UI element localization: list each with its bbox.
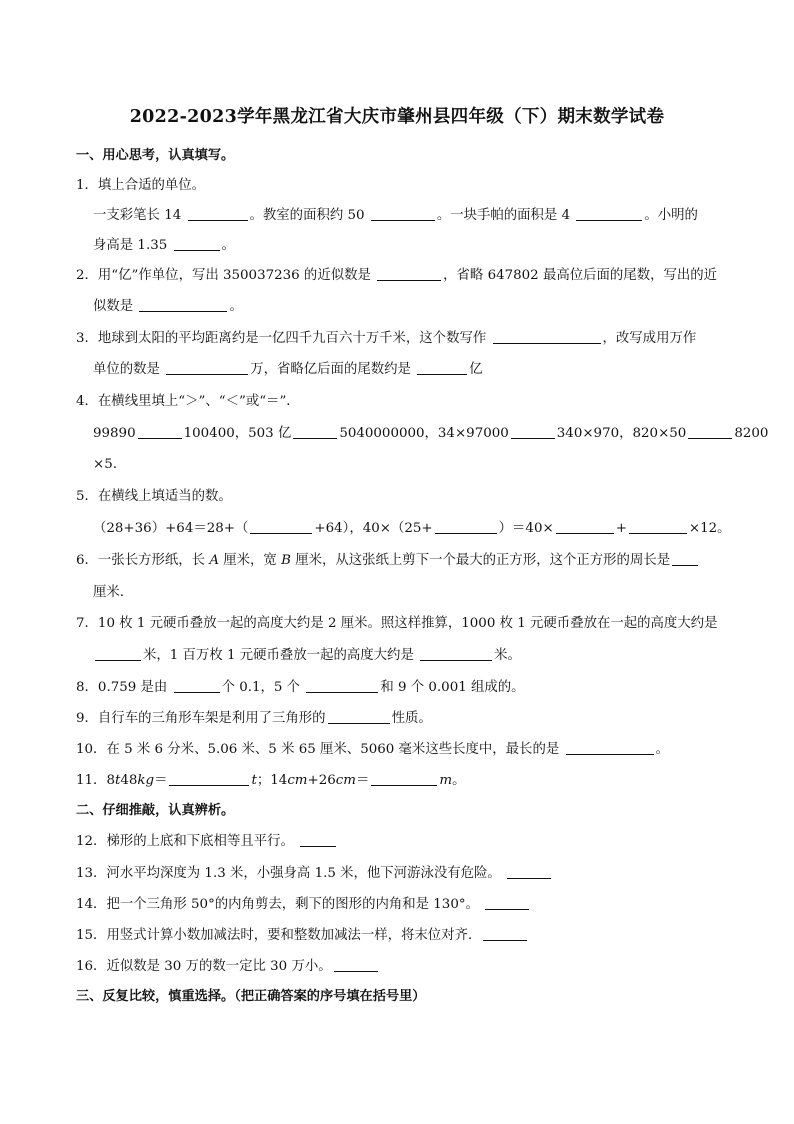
question-13	[76, 864, 553, 884]
question-text: 用竖式计算小数加减法时，要和整数加减法一样，将末位对齐．	[106, 928, 482, 943]
question-text: 米，1 百万枚 1 元硬币叠放一起的高度大约是	[143, 648, 414, 663]
question-text: 。	[452, 773, 466, 788]
question-12	[76, 832, 338, 852]
question-text: 10 枚 1 元硬币叠放一起的高度大约是 2 厘米。照这样推算，1000 枚 1 元硬币叠放在一起的高度大约是	[97, 616, 718, 631]
question-text: 一张长方形纸，长	[97, 553, 206, 568]
question-text: +64），40×（25+	[314, 521, 433, 536]
answer-blank[interactable]	[485, 895, 529, 910]
question-9	[76, 709, 432, 729]
question-text: 厘米，从这张纸上剪下一个最大的正方形，这个正方形的周长是	[295, 553, 671, 568]
question-text: 近似数是 30 万的数一定比 30 万小。	[106, 959, 332, 974]
question-7	[76, 614, 718, 634]
question-number: 11．	[76, 773, 107, 788]
answer-blank[interactable]	[250, 519, 312, 534]
question-text: ×12。	[688, 521, 731, 536]
unit: t	[251, 773, 257, 788]
answer-blank[interactable]	[377, 266, 441, 281]
question-text: 。小明的	[644, 208, 698, 223]
answer-blank[interactable]	[576, 206, 642, 221]
question-text: （28+36）+64＝28+（	[93, 521, 249, 536]
question-text: 。	[221, 238, 235, 253]
question-text: 亿	[469, 362, 483, 377]
question-text: ）＝40×	[498, 521, 554, 536]
question-number: 5．	[76, 489, 98, 504]
question-8	[76, 678, 525, 698]
answer-blank[interactable]	[95, 646, 141, 661]
question-1-line-1	[93, 206, 698, 226]
question-text: 地球到太阳的平均距离约是一亿四千九百六十万千米，这个数写作	[97, 331, 487, 346]
answer-blank[interactable]	[672, 551, 698, 566]
question-6-line-2: 厘米.	[93, 585, 125, 600]
answer-blank[interactable]	[174, 236, 220, 251]
answer-blank[interactable]	[511, 424, 555, 439]
question-2	[76, 266, 717, 286]
answer-blank[interactable]	[417, 360, 467, 375]
question-text: +26	[307, 773, 336, 788]
question-6	[76, 551, 700, 571]
question-11	[76, 771, 465, 791]
question-4-line-2: ×5.	[93, 457, 117, 472]
question-text: 用“亿”作单位，写出 350037236 的近似数是	[97, 268, 371, 283]
question-text: 河水平均深度为 1.3 米，小强身高 1.5 米，他下河游泳没有危险。	[106, 866, 501, 881]
question-text: 厘米，宽	[223, 553, 277, 568]
question-text: 5040000000，34×97000	[339, 426, 509, 441]
answer-blank[interactable]	[371, 771, 437, 786]
question-text: +	[615, 521, 627, 536]
answer-blank[interactable]	[507, 864, 551, 879]
answer-blank[interactable]	[556, 519, 614, 534]
question-text: 单位的数是	[93, 362, 160, 377]
variable: A	[209, 553, 219, 568]
question-text: ＝	[154, 773, 168, 788]
answer-blank[interactable]	[493, 329, 601, 344]
question-text: 在 5 米 6 分米、5.06 米、5 米 65 厘米、5060 毫米这些长度中，最长的是	[106, 742, 560, 757]
question-1-line-2	[93, 236, 235, 256]
answer-blank[interactable]	[138, 424, 182, 439]
question-number: 2．	[76, 268, 98, 283]
question-text: 340×970，820×50	[556, 426, 687, 441]
question-5	[76, 487, 232, 507]
question-text: 个 0.1，5 个	[221, 680, 301, 695]
answer-blank[interactable]	[688, 424, 732, 439]
question-14	[76, 895, 531, 915]
question-text: 米。	[494, 648, 521, 663]
question-text: 48	[120, 773, 138, 788]
answer-blank[interactable]	[629, 519, 687, 534]
question-text: ，改写成用万作	[602, 331, 697, 346]
unit: kg	[137, 773, 155, 788]
unit: cm	[287, 773, 308, 788]
question-text: ，省略 647802 最高位后面的尾数，写出的近	[443, 268, 718, 283]
question-text: 似数是	[93, 299, 134, 314]
answer-blank[interactable]	[328, 709, 390, 724]
answer-blank[interactable]	[483, 926, 527, 941]
question-text: 自行车的三角形车架是利用了三角形的	[97, 711, 326, 726]
question-number: 9．	[76, 711, 98, 726]
page-title: 2022-2023学年黑龙江省大庆市肇州县四年级（下）期末数学试卷	[129, 107, 665, 127]
question-text: 99890	[93, 426, 136, 441]
question-number: 10．	[76, 742, 107, 757]
question-text: 万，省略亿后面的尾数约是	[250, 362, 411, 377]
question-5-line-1	[93, 519, 731, 539]
question-number: 3．	[76, 331, 98, 346]
question-text: 。教室的面积约 50	[249, 208, 365, 223]
question-stem: 填上合适的单位。	[97, 178, 206, 193]
answer-blank[interactable]	[166, 360, 248, 375]
question-text: ；14	[256, 773, 288, 788]
question-number: 12．	[76, 834, 107, 849]
question-text: 和 9 个 0.001 组成的。	[380, 680, 525, 695]
question-number: 1．	[76, 178, 98, 193]
question-stem: 在横线上填适当的数。	[97, 489, 232, 504]
answer-blank[interactable]	[169, 771, 249, 786]
question-text: 把一个三角形 50°的内角剪去，剩下的图形的内角和是 130°。	[106, 897, 479, 912]
question-4	[76, 392, 300, 412]
question-4-line-1	[93, 424, 768, 444]
question-text: 8200	[734, 426, 769, 441]
question-3-line-2	[93, 360, 483, 380]
question-text: 8	[106, 773, 115, 788]
unit: t	[114, 773, 121, 788]
question-text: 。	[229, 299, 243, 314]
answer-blank[interactable]	[566, 740, 654, 755]
question-number: 8．	[76, 680, 98, 695]
answer-blank[interactable]	[435, 519, 497, 534]
question-number: 14．	[76, 897, 107, 912]
question-text: 0.759 是由	[97, 680, 168, 695]
question-text: 梯形的上底和下底相等且平行。	[106, 834, 294, 849]
unit: m	[439, 773, 453, 788]
question-text: 身高是 1.35	[93, 238, 168, 253]
question-text: 。	[655, 742, 669, 757]
answer-blank[interactable]	[139, 297, 227, 312]
variable: B	[281, 553, 291, 568]
question-number: 16．	[76, 959, 107, 974]
answer-blank[interactable]	[306, 678, 378, 693]
question-15	[76, 926, 529, 946]
section-heading-1: 一、用心思考，认真填写。	[76, 148, 235, 163]
question-16	[76, 957, 380, 977]
question-number: 6．	[76, 553, 98, 568]
question-text: 一支彩笔长 14	[93, 208, 182, 223]
section-heading-3: 三、反复比较，慎重选择。（把正确答案的序号填在括号里）	[76, 989, 426, 1004]
question-text: 性质。	[391, 711, 432, 726]
question-number: 4．	[76, 394, 98, 409]
answer-blank[interactable]	[334, 957, 378, 972]
question-2-line-2	[93, 297, 243, 317]
question-3	[76, 329, 696, 349]
unit: cm	[335, 773, 356, 788]
question-stem: 在横线里填上“＞”、“＜”或“＝”．	[97, 394, 300, 409]
answer-blank[interactable]	[188, 206, 248, 221]
section-heading-2: 二、仔细推敲，认真辨析。	[76, 803, 235, 818]
answer-blank[interactable]	[420, 646, 492, 661]
answer-blank[interactable]	[174, 678, 220, 693]
question-number: 13．	[76, 866, 107, 881]
question-text: 。一块手帕的面积是 4	[436, 208, 571, 223]
answer-blank[interactable]	[293, 424, 337, 439]
question-1	[76, 176, 205, 196]
question-text: ＝	[355, 773, 370, 788]
question-text: 100400，503 亿	[183, 426, 292, 441]
question-number: 15．	[76, 928, 107, 943]
question-10	[76, 740, 669, 760]
question-7-line-2	[93, 646, 521, 666]
answer-blank[interactable]	[371, 206, 435, 221]
answer-blank[interactable]	[300, 832, 336, 847]
question-number: 7．	[76, 616, 98, 631]
